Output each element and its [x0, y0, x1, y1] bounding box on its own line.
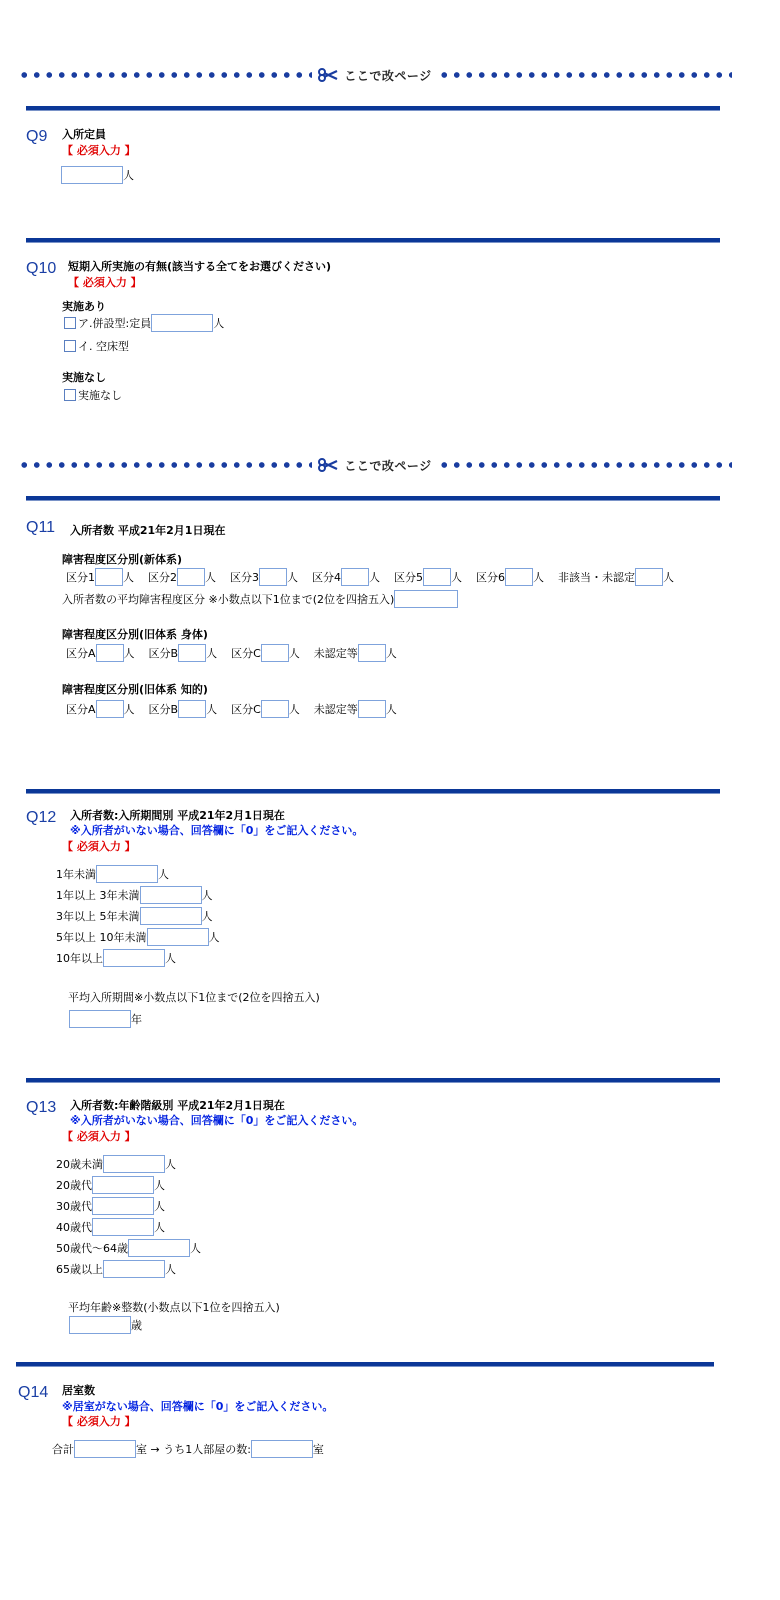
group-label-no: 実施なし — [62, 371, 106, 384]
mind-class-c-input[interactable] — [261, 700, 289, 718]
age-under-20-input[interactable] — [103, 1155, 165, 1173]
section-divider — [26, 496, 720, 501]
question-title: 入所者数 平成21年2月1日現在 — [70, 524, 226, 537]
question-number: Q10 — [26, 260, 57, 277]
option-none-label: 実施なし — [78, 389, 122, 402]
checkbox-option-b[interactable] — [64, 340, 76, 352]
age-50-64-input[interactable] — [128, 1239, 190, 1257]
period-row-2 — [56, 886, 213, 904]
label: 区分C — [231, 647, 261, 660]
question-number: Q11 — [26, 519, 56, 536]
class3-input[interactable] — [259, 568, 287, 586]
scissors-icon — [318, 458, 338, 472]
unit-label: 歳 — [131, 1319, 142, 1332]
period-under-1y-input[interactable] — [96, 865, 158, 883]
question-number: Q12 — [26, 809, 57, 826]
label: 1年以上 3年未満 — [56, 889, 140, 902]
period-over-10y-input[interactable] — [103, 949, 165, 967]
total-rooms-input[interactable] — [74, 1440, 136, 1458]
age-row-6 — [56, 1260, 176, 1278]
age-30s-input[interactable] — [92, 1197, 154, 1215]
scissors-icon — [318, 68, 338, 82]
unit-label: 人 — [190, 1242, 201, 1255]
unit-label: 人 — [154, 1179, 165, 1192]
unit-label: 人 — [158, 868, 169, 881]
instruction-note: ※居室がない場合、回答欄に「0」をご記入ください。 — [62, 1400, 334, 1413]
section-divider — [26, 106, 720, 111]
unit-label: 人 — [451, 571, 462, 584]
label: 区分2 — [148, 571, 177, 584]
body-class-a-input[interactable] — [96, 644, 124, 662]
required-label: 【 必須入力 】 — [62, 1415, 136, 1428]
unit-label: 人 — [123, 571, 134, 584]
body-class-b-input[interactable] — [178, 644, 206, 662]
label: 50歳代～64歳 — [56, 1242, 128, 1255]
period-3-5y-input[interactable] — [140, 907, 202, 925]
unit-label: 人 — [123, 169, 134, 182]
capacity-input[interactable] — [61, 166, 123, 184]
page-break-label: ここで改ページ — [344, 68, 432, 83]
class6-input[interactable] — [505, 568, 533, 586]
option-b-label: イ. 空床型 — [78, 340, 129, 353]
section-divider — [26, 789, 720, 794]
age-row-2 — [56, 1176, 165, 1194]
label: 30歳代 — [56, 1200, 92, 1213]
body-unrecognized-input[interactable] — [358, 644, 386, 662]
option-row-b — [64, 337, 129, 355]
label: 区分B — [148, 703, 179, 716]
required-label: 【 必須入力 】 — [68, 276, 142, 289]
subsection-title-old-body: 障害程度区分別(旧体系 身体) — [62, 628, 208, 641]
unit-label: 人 — [533, 571, 544, 584]
unit-label: 人 — [206, 647, 218, 660]
avg-age-row — [69, 1316, 142, 1334]
label: 区分1 — [66, 571, 95, 584]
unit-label: 人 — [288, 703, 300, 716]
old-mind-row — [66, 700, 397, 718]
page-break-divider — [18, 68, 732, 82]
age-over-65-input[interactable] — [103, 1260, 165, 1278]
capacity-row — [61, 166, 134, 184]
checkbox-option-none[interactable] — [64, 389, 76, 401]
page-break-label: ここで改ページ — [344, 458, 432, 473]
unit-label: 人 — [287, 571, 298, 584]
instruction-note: ※入所者がいない場合、回答欄に「0」をご記入ください。 — [70, 824, 364, 837]
unit-label: 人 — [205, 571, 216, 584]
label: 区分3 — [230, 571, 259, 584]
mind-unrecognized-input[interactable] — [358, 700, 386, 718]
label: 20歳未満 — [56, 1158, 103, 1171]
label: 20歳代 — [56, 1179, 92, 1192]
label: 5年以上 10年未満 — [56, 931, 147, 944]
period-row-5 — [56, 949, 176, 967]
total-label: 合計 — [52, 1443, 74, 1456]
option-row-none — [64, 386, 122, 404]
unit-label: 人 — [165, 1263, 176, 1276]
mind-class-a-input[interactable] — [96, 700, 124, 718]
unit-label: 人 — [369, 571, 380, 584]
label: 区分5 — [394, 571, 423, 584]
unit-label: 人 — [208, 931, 220, 944]
subsection-title-old-mind: 障害程度区分別(旧体系 知的) — [62, 683, 208, 696]
label: 区分C — [231, 703, 261, 716]
label: 未認定等 — [313, 703, 358, 716]
period-5-10y-input[interactable] — [147, 928, 209, 946]
label: 3年以上 5年未満 — [56, 910, 140, 923]
single-room-label: 室 → うち1人部屋の数: — [136, 1443, 251, 1456]
unit-label: 人 — [165, 1158, 176, 1171]
unit-label: 人 — [201, 910, 213, 923]
question-number: Q9 — [26, 128, 48, 145]
section-divider — [16, 1362, 714, 1367]
room-count-row — [52, 1440, 324, 1458]
dotted-line — [18, 71, 312, 79]
unit-label: 人 — [165, 952, 176, 965]
label: 区分4 — [312, 571, 341, 584]
age-40s-input[interactable] — [92, 1218, 154, 1236]
section-divider — [26, 1078, 720, 1083]
question-title: 入所者数:入所期間別 平成21年2月1日現在 — [70, 809, 285, 822]
period-1-3y-input[interactable] — [140, 886, 202, 904]
class2-input[interactable] — [177, 568, 205, 586]
unit-label: 人 — [154, 1221, 165, 1234]
mind-class-b-input[interactable] — [178, 700, 206, 718]
unit-label: 年 — [131, 1013, 142, 1026]
period-row-1 — [56, 865, 169, 883]
question-title: 入所定員 — [62, 128, 106, 141]
label: 65歳以上 — [56, 1263, 103, 1276]
old-body-row — [66, 644, 397, 662]
instruction-note: ※入所者がいない場合、回答欄に「0」をご記入ください。 — [70, 1114, 364, 1127]
avg-class-label: 入所者数の平均障害程度区分 ※小数点以下1位まで(2位を四捨五入) — [62, 593, 395, 606]
single-rooms-input[interactable] — [251, 1440, 313, 1458]
unit-label: 人 — [123, 703, 135, 716]
class4-input[interactable] — [341, 568, 369, 586]
label: 区分A — [66, 647, 96, 660]
question-number: Q13 — [26, 1099, 57, 1116]
unit-label: 人 — [385, 703, 397, 716]
unit-label: 人 — [213, 317, 225, 330]
age-row-5 — [56, 1239, 201, 1257]
avg-class-input[interactable] — [394, 590, 458, 608]
short-stay-capacity-input[interactable] — [151, 314, 213, 332]
unit-label: 室 — [312, 1443, 324, 1456]
age-row-4 — [56, 1218, 165, 1236]
avg-age-input[interactable] — [69, 1316, 131, 1334]
label: 10年以上 — [56, 952, 103, 965]
unit-label: 人 — [385, 647, 397, 660]
label: 40歳代 — [56, 1221, 92, 1234]
class5-input[interactable] — [423, 568, 451, 586]
unit-label: 人 — [154, 1200, 165, 1213]
body-class-c-input[interactable] — [261, 644, 289, 662]
label: 区分A — [66, 703, 96, 716]
class1-input[interactable] — [95, 568, 123, 586]
unit-label: 人 — [206, 703, 218, 716]
group-label-yes: 実施あり — [62, 300, 106, 313]
subsection-title-new: 障害程度区分別(新体系) — [62, 553, 183, 566]
avg-period-input[interactable] — [69, 1010, 131, 1028]
age-20s-input[interactable] — [92, 1176, 154, 1194]
option-a-label: ア.併設型:定員 — [78, 317, 152, 330]
unit-label: 人 — [663, 571, 674, 584]
not-applicable-input[interactable] — [635, 568, 663, 586]
label: 1年未満 — [56, 868, 96, 881]
dotted-line — [18, 461, 312, 469]
question-number: Q14 — [18, 1384, 49, 1401]
avg-class-row — [62, 590, 458, 608]
question-title: 居室数 — [62, 1384, 95, 1397]
label: 区分B — [148, 647, 179, 660]
unit-label: 人 — [123, 647, 135, 660]
period-row-4 — [56, 928, 220, 946]
label: 未認定等 — [313, 647, 358, 660]
avg-period-label: 平均入所期間※小数点以下1位まで(2位を四捨五入) — [68, 991, 320, 1004]
dotted-line — [438, 461, 732, 469]
section-divider — [26, 238, 720, 243]
avg-age-label-row — [68, 1298, 280, 1316]
required-label: 【 必須入力 】 — [62, 144, 136, 157]
label: 非該当・未認定 — [558, 571, 635, 584]
question-title: 入所者数:年齢階級別 平成21年2月1日現在 — [70, 1099, 285, 1112]
unit-label: 人 — [201, 889, 213, 902]
age-row-1 — [56, 1155, 176, 1173]
avg-age-label: 平均年齢※整数(小数点以下1位を四捨五入) — [68, 1301, 280, 1314]
dotted-line — [438, 71, 732, 79]
avg-period-label-row — [68, 988, 320, 1006]
option-row-a — [64, 314, 224, 332]
period-row-3 — [56, 907, 213, 925]
new-system-row — [66, 568, 674, 586]
page-break-divider — [18, 458, 732, 472]
unit-label: 人 — [288, 647, 300, 660]
question-title: 短期入所実施の有無(該当する全てをお選びください) — [68, 260, 332, 273]
label: 区分6 — [476, 571, 505, 584]
age-row-3 — [56, 1197, 165, 1215]
checkbox-option-a[interactable] — [64, 317, 76, 329]
avg-period-row — [69, 1010, 142, 1028]
required-label: 【 必須入力 】 — [62, 1130, 136, 1143]
required-label: 【 必須入力 】 — [62, 840, 136, 853]
